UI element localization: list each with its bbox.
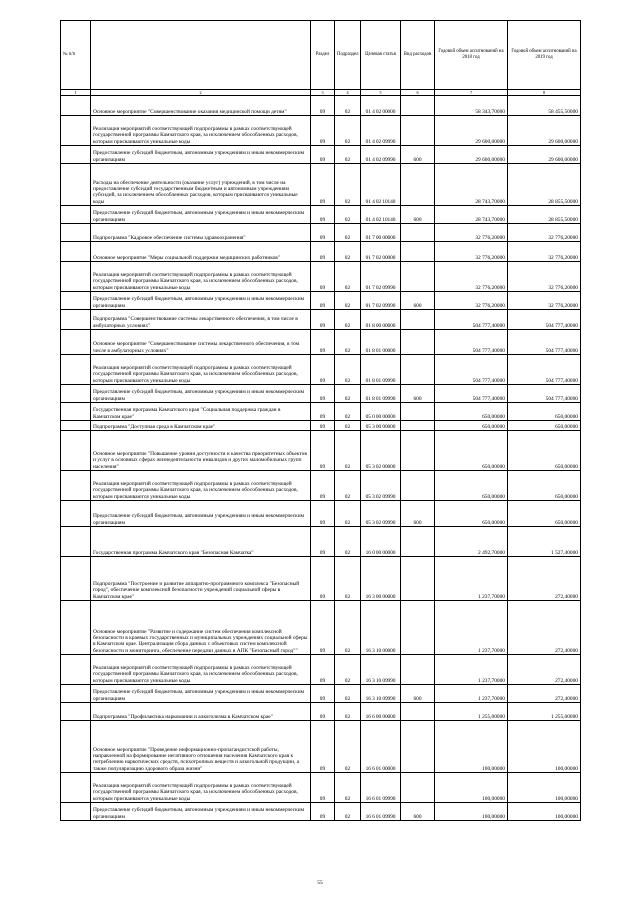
section-code: 09	[311, 703, 335, 721]
item-name: Государственная программа Камчатского края "Безопасная Камчатка"	[91, 527, 311, 557]
subsection-code: 02	[335, 721, 361, 773]
section-code: 09	[311, 310, 335, 330]
item-name: Основное мероприятие "Развитие и содержание систем обеспечения комплексной безопасности в краевых государственных и муниципальных учреждениях социальной сферы в Камчатском крае. Централизация сбора данных с объектовых систем комплексной безопасности и мониторинга, обеспечение передачи данных в АПК "Безопасный город""	[91, 601, 311, 655]
amount-2019: 32 776,20000	[508, 262, 581, 292]
item-name: Подпрограмма "Профилактика наркомании и алкоголизма в Камчатском крае"	[91, 703, 311, 721]
header-subsection: Подраздел	[335, 21, 361, 90]
column-number: 2	[91, 90, 311, 96]
subsection-code: 02	[335, 385, 361, 403]
subsection-code: 02	[335, 96, 361, 116]
item-name: Реализация мероприятий соответствующей подпрограммы в рамках соответствующей государственной программы Камчатского края, за исключением обособленных расходов, которым присваиваются уникальные коды	[91, 116, 311, 146]
row-number	[61, 773, 91, 803]
column-number: 7	[435, 90, 508, 96]
row-number	[61, 685, 91, 703]
expense-type-code	[401, 96, 435, 116]
amount-2019: 504 777,40000	[508, 385, 581, 403]
target-article-code: 05 3 02 09990	[361, 471, 401, 501]
table-row	[61, 330, 581, 355]
subsection-code: 02	[335, 773, 361, 803]
amount-2019: 1 527,40000	[508, 527, 581, 557]
item-name: Расходы на обеспечение деятельности (оказание услуг) учреждений, в том числе на предоставление субсидий государственным бюджетным и автономным учреждениям субсидий, за исключением обособленных расходов, которым присваиваются уникальные коды	[91, 164, 311, 206]
target-article-code: 01 8 01 09990	[361, 385, 401, 403]
row-number	[61, 601, 91, 655]
target-article-code: 16 3 10 09990	[361, 685, 401, 703]
table-row	[61, 431, 581, 471]
section-code: 09	[311, 421, 335, 431]
budget-table	[60, 20, 581, 821]
row-number	[61, 242, 91, 262]
section-code: 09	[311, 501, 335, 527]
target-article-code: 16 6 01 00000	[361, 721, 401, 773]
section-code: 09	[311, 242, 335, 262]
amount-2019: 650,00000	[508, 431, 581, 471]
item-name: Государственная программа Камчатского края "Социальная поддержка граждан в Камчатском крае"	[91, 403, 311, 421]
target-article-code: 01 8 00 00000	[361, 310, 401, 330]
amount-2019: 272,40000	[508, 601, 581, 655]
table-row	[61, 721, 581, 773]
expense-type-code	[401, 601, 435, 655]
table-row	[61, 773, 581, 803]
amount-2019: 504 777,40000	[508, 330, 581, 355]
row-number	[61, 501, 91, 527]
expense-type-code	[401, 721, 435, 773]
table-row	[61, 601, 581, 655]
target-article-code: 01 7 02 09990	[361, 262, 401, 292]
item-name: Предоставление субсидий бюджетным, автономным учреждениям и иным некоммерческим организациям	[91, 685, 311, 703]
amount-2019: 1 255,00000	[508, 703, 581, 721]
target-article-code: 01 7 02 09990	[361, 292, 401, 310]
expense-type-code	[401, 557, 435, 601]
subsection-code: 02	[335, 164, 361, 206]
section-code: 09	[311, 385, 335, 403]
target-article-code: 05 0 00 00000	[361, 403, 401, 421]
expense-type-code: 600	[401, 501, 435, 527]
expense-type-code	[401, 403, 435, 421]
row-number	[61, 703, 91, 721]
item-name: Основное мероприятие "Меры социальной поддержки медицинских работников"	[91, 242, 311, 262]
item-name: Предоставление субсидий бюджетным, автономным учреждениям и иным некоммерческим организациям	[91, 206, 311, 224]
amount-2018: 650,00000	[435, 501, 508, 527]
amount-2019: 28 855,50000	[508, 206, 581, 224]
amount-2018: 29 600,00000	[435, 116, 508, 146]
expense-type-code	[401, 421, 435, 431]
subsection-code: 02	[335, 330, 361, 355]
target-article-code: 01 8 01 09990	[361, 355, 401, 385]
amount-2018: 1 237,70000	[435, 685, 508, 703]
item-name: Реализация мероприятий соответствующей подпрограммы в рамках соответствующей государственной программы Камчатского края, за исключением обособленных расходов, которым присваиваются уникальные коды	[91, 262, 311, 292]
amount-2018: 58 343,70000	[435, 96, 508, 116]
page-number: 55	[317, 880, 323, 886]
target-article-code: 16 6 00 00000	[361, 703, 401, 721]
target-article-code: 16 0 00 00000	[361, 527, 401, 557]
section-code: 09	[311, 557, 335, 601]
target-article-code: 16 3 10 00000	[361, 601, 401, 655]
row-number	[61, 803, 91, 821]
item-name: Реализация мероприятий соответствующей подпрограммы в рамках соответствующей государственной программы Камчатского края, за исключением обособленных расходов, которым присваиваются уникальные коды	[91, 655, 311, 685]
expense-type-code	[401, 224, 435, 242]
amount-2018: 650,00000	[435, 421, 508, 431]
table-row	[61, 385, 581, 403]
item-name: Предоставление субсидий бюджетным, автономным учреждениям и иным некоммерческим организациям	[91, 292, 311, 310]
row-number	[61, 355, 91, 385]
table-row	[61, 242, 581, 262]
row-number	[61, 655, 91, 685]
table-body	[61, 96, 581, 821]
row-number	[61, 96, 91, 116]
section-code: 09	[311, 224, 335, 242]
amount-2019: 650,00000	[508, 421, 581, 431]
subsection-code: 02	[335, 601, 361, 655]
expense-type-code	[401, 527, 435, 557]
subsection-code: 02	[335, 292, 361, 310]
amount-2018: 28 743,70000	[435, 164, 508, 206]
item-name: Подпрограмма "Совершенствование системы лекарственного обеспечения, в том числе в амбулаторных условиях"	[91, 310, 311, 330]
row-number	[61, 721, 91, 773]
row-number	[61, 116, 91, 146]
item-name: Предоставление субсидий бюджетным, автономным учреждениям и иным некоммерческим организациям	[91, 501, 311, 527]
subsection-code: 02	[335, 146, 361, 164]
amount-2019: 272,40000	[508, 655, 581, 685]
table-row	[61, 527, 581, 557]
row-number	[61, 330, 91, 355]
subsection-code: 02	[335, 355, 361, 385]
header-amount-2019: Годовой объем ассигнований на 2019 год	[508, 21, 581, 90]
amount-2019: 32 776,20000	[508, 224, 581, 242]
table-row	[61, 224, 581, 242]
row-number	[61, 206, 91, 224]
section-code: 09	[311, 471, 335, 501]
row-number	[61, 262, 91, 292]
table-row	[61, 355, 581, 385]
header-target-article: Целевая статья	[361, 21, 401, 90]
item-name: Основное мероприятие "Повышение уровня доступности и качества приоритетных объектов и услуг в основных сферах жизнедеятельности инвалидов и других маломобильных групп населения"	[91, 431, 311, 471]
expense-type-code	[401, 471, 435, 501]
section-code: 09	[311, 330, 335, 355]
section-code: 09	[311, 527, 335, 557]
item-name: Основное мероприятие "Совершенствование оказания медицинской помощи детям"	[91, 96, 311, 116]
table-row	[61, 403, 581, 421]
expense-type-code	[401, 242, 435, 262]
target-article-code: 16 3 10 09990	[361, 655, 401, 685]
table-row	[61, 292, 581, 310]
target-article-code: 01 8 01 00000	[361, 330, 401, 355]
amount-2018: 1 255,00000	[435, 703, 508, 721]
amount-2018: 650,00000	[435, 471, 508, 501]
target-article-code: 05 3 02 00000	[361, 431, 401, 471]
amount-2019: 100,00000	[508, 773, 581, 803]
subsection-code: 02	[335, 262, 361, 292]
amount-2018: 1 237,70000	[435, 655, 508, 685]
amount-2018: 29 600,00000	[435, 146, 508, 164]
target-article-code: 01 4 02 10140	[361, 164, 401, 206]
section-code: 09	[311, 431, 335, 471]
row-number	[61, 527, 91, 557]
expense-type-code	[401, 310, 435, 330]
expense-type-code	[401, 431, 435, 471]
column-number: 8	[508, 90, 581, 96]
amount-2019: 504 777,40000	[508, 310, 581, 330]
row-number	[61, 164, 91, 206]
table-row	[61, 703, 581, 721]
target-article-code: 01 7 00 00000	[361, 224, 401, 242]
amount-2019: 650,00000	[508, 501, 581, 527]
table-header-row	[61, 21, 581, 90]
item-name: Подпрограмма "Доступная среда в Камчатском крае"	[91, 421, 311, 431]
table-row	[61, 557, 581, 601]
amount-2019: 58 455,50000	[508, 96, 581, 116]
column-number: 3	[311, 90, 335, 96]
table-row	[61, 310, 581, 330]
section-code: 09	[311, 206, 335, 224]
header-expense-type: Вид расходов	[401, 21, 435, 90]
section-code: 09	[311, 721, 335, 773]
row-number	[61, 385, 91, 403]
table-row	[61, 116, 581, 146]
amount-2019: 272,40000	[508, 557, 581, 601]
row-number	[61, 403, 91, 421]
item-name: Основное мероприятие "Совершенствование системы лекарственного обеспечения, в том числе в амбулаторных условиях"	[91, 330, 311, 355]
amount-2019: 32 776,20000	[508, 292, 581, 310]
expense-type-code: 600	[401, 146, 435, 164]
section-code: 09	[311, 773, 335, 803]
amount-2018: 650,00000	[435, 431, 508, 471]
amount-2019: 272,40000	[508, 685, 581, 703]
section-code: 09	[311, 355, 335, 385]
section-code: 09	[311, 601, 335, 655]
row-number	[61, 431, 91, 471]
target-article-code: 16 6 01 09990	[361, 803, 401, 821]
table-row	[61, 655, 581, 685]
item-name: Подпрограмма "Построение и развитие аппаратно-программного комплекса "Безопасный город", обеспечение комплексной безопасности учреждений социальной сферы в Камчатском крае"	[91, 557, 311, 601]
table-row	[61, 501, 581, 527]
expense-type-code: 600	[401, 206, 435, 224]
expense-type-code: 600	[401, 685, 435, 703]
amount-2018: 100,00000	[435, 721, 508, 773]
subsection-code: 02	[335, 803, 361, 821]
subsection-code: 02	[335, 242, 361, 262]
subsection-code: 02	[335, 557, 361, 601]
amount-2018: 1 237,70000	[435, 601, 508, 655]
row-number	[61, 292, 91, 310]
header-amount-2018: Годовой объем ассигнований на 2018 год	[435, 21, 508, 90]
subsection-code: 02	[335, 310, 361, 330]
subsection-code: 02	[335, 471, 361, 501]
table-row	[61, 96, 581, 116]
section-code: 09	[311, 403, 335, 421]
section-code: 09	[311, 116, 335, 146]
amount-2018: 100,00000	[435, 773, 508, 803]
amount-2019: 650,00000	[508, 403, 581, 421]
amount-2018: 28 743,70000	[435, 206, 508, 224]
subsection-code: 02	[335, 421, 361, 431]
expense-type-code	[401, 164, 435, 206]
section-code: 09	[311, 803, 335, 821]
subsection-code: 02	[335, 655, 361, 685]
item-name: Подпрограмма "Кадровое обеспечение системы здравоохранения"	[91, 224, 311, 242]
subsection-code: 02	[335, 527, 361, 557]
section-code: 09	[311, 292, 335, 310]
target-article-code: 05 3 02 09990	[361, 501, 401, 527]
expense-type-code	[401, 330, 435, 355]
table-row	[61, 262, 581, 292]
target-article-code: 16 6 01 09990	[361, 773, 401, 803]
subsection-code: 02	[335, 685, 361, 703]
table-row	[61, 146, 581, 164]
subsection-code: 02	[335, 403, 361, 421]
amount-2018: 32 776,20000	[435, 292, 508, 310]
subsection-code: 02	[335, 501, 361, 527]
header-section: Раздел	[311, 21, 335, 90]
item-name: Основное мероприятие "Проведение информационно-пропагандистской работы, направленной на формирование негативного отношения населения Камчатского края к потреблению наркотических средств, психотропных веществ и алкогольной продукции, а также популяризацию здорового образа жизни"	[91, 721, 311, 773]
amount-2018: 32 776,20000	[435, 262, 508, 292]
expense-type-code	[401, 116, 435, 146]
expense-type-code	[401, 355, 435, 385]
target-article-code: 01 7 02 00000	[361, 242, 401, 262]
expense-type-code: 600	[401, 803, 435, 821]
section-code: 09	[311, 262, 335, 292]
amount-2018: 32 776,20000	[435, 242, 508, 262]
amount-2019: 100,00000	[508, 803, 581, 821]
section-code: 09	[311, 146, 335, 164]
section-code: 09	[311, 164, 335, 206]
header-num: № п/п	[61, 21, 91, 90]
amount-2018: 1 237,70000	[435, 557, 508, 601]
amount-2018: 504 777,40000	[435, 310, 508, 330]
header-name	[91, 21, 311, 90]
table-row	[61, 164, 581, 206]
amount-2019: 504 777,40000	[508, 355, 581, 385]
target-article-code: 16 3 00 00000	[361, 557, 401, 601]
subsection-code: 02	[335, 224, 361, 242]
item-name: Предоставление субсидий бюджетным, автономным учреждениям и иным некоммерческим организациям	[91, 146, 311, 164]
item-name: Реализация мероприятий соответствующей подпрограммы в рамках соответствующей государственной программы Камчатского края, за исключением обособленных расходов, которым присваиваются уникальные коды	[91, 773, 311, 803]
amount-2018: 32 776,20000	[435, 224, 508, 242]
subsection-code: 02	[335, 116, 361, 146]
row-number	[61, 146, 91, 164]
amount-2018: 504 777,40000	[435, 330, 508, 355]
amount-2018: 504 777,40000	[435, 385, 508, 403]
expense-type-code	[401, 773, 435, 803]
amount-2019: 29 600,00000	[508, 116, 581, 146]
table-row	[61, 803, 581, 821]
amount-2018: 2 492,70000	[435, 527, 508, 557]
row-number	[61, 471, 91, 501]
amount-2019: 100,00000	[508, 721, 581, 773]
item-name: Реализация мероприятий соответствующей подпрограммы в рамках соответствующей государственной программы Камчатского края, за исключением обособленных расходов, которым присваиваются уникальные коды	[91, 355, 311, 385]
section-code: 09	[311, 655, 335, 685]
amount-2018: 100,00000	[435, 803, 508, 821]
target-article-code: 05 3 00 00000	[361, 421, 401, 431]
row-number	[61, 557, 91, 601]
item-name: Предоставление субсидий бюджетным, автономным учреждениям и иным некоммерческим организациям	[91, 803, 311, 821]
expense-type-code	[401, 703, 435, 721]
table-row	[61, 471, 581, 501]
target-article-code: 01 4 02 10140	[361, 206, 401, 224]
section-code: 09	[311, 96, 335, 116]
expense-type-code: 600	[401, 292, 435, 310]
subsection-code: 02	[335, 431, 361, 471]
section-code: 09	[311, 685, 335, 703]
subsection-code: 02	[335, 703, 361, 721]
column-number: 5	[361, 90, 401, 96]
expense-type-code: 600	[401, 385, 435, 403]
column-number: 6	[401, 90, 435, 96]
amount-2018: 504 777,40000	[435, 355, 508, 385]
table-row	[61, 206, 581, 224]
expense-type-code	[401, 262, 435, 292]
amount-2018: 650,00000	[435, 403, 508, 421]
item-name: Реализация мероприятий соответствующей подпрограммы в рамках соответствующей государственной программы Камчатского края, за исключением обособленных расходов, которым присваиваются уникальные коды	[91, 471, 311, 501]
item-name: Предоставление субсидий бюджетным, автономным учреждениям и иным некоммерческим организациям	[91, 385, 311, 403]
expense-type-code	[401, 655, 435, 685]
column-number: 1	[61, 90, 91, 96]
subsection-code: 02	[335, 206, 361, 224]
amount-2019: 650,00000	[508, 471, 581, 501]
target-article-code: 01 4 02 00000	[361, 96, 401, 116]
target-article-code: 01 4 02 09990	[361, 146, 401, 164]
target-article-code: 01 4 02 09990	[361, 116, 401, 146]
amount-2019: 28 855,50000	[508, 164, 581, 206]
row-number	[61, 224, 91, 242]
amount-2019: 29 600,00000	[508, 146, 581, 164]
table-row	[61, 685, 581, 703]
row-number	[61, 310, 91, 330]
amount-2019: 32 776,20000	[508, 242, 581, 262]
column-number: 4	[335, 90, 361, 96]
row-number	[61, 421, 91, 431]
table-row	[61, 421, 581, 431]
